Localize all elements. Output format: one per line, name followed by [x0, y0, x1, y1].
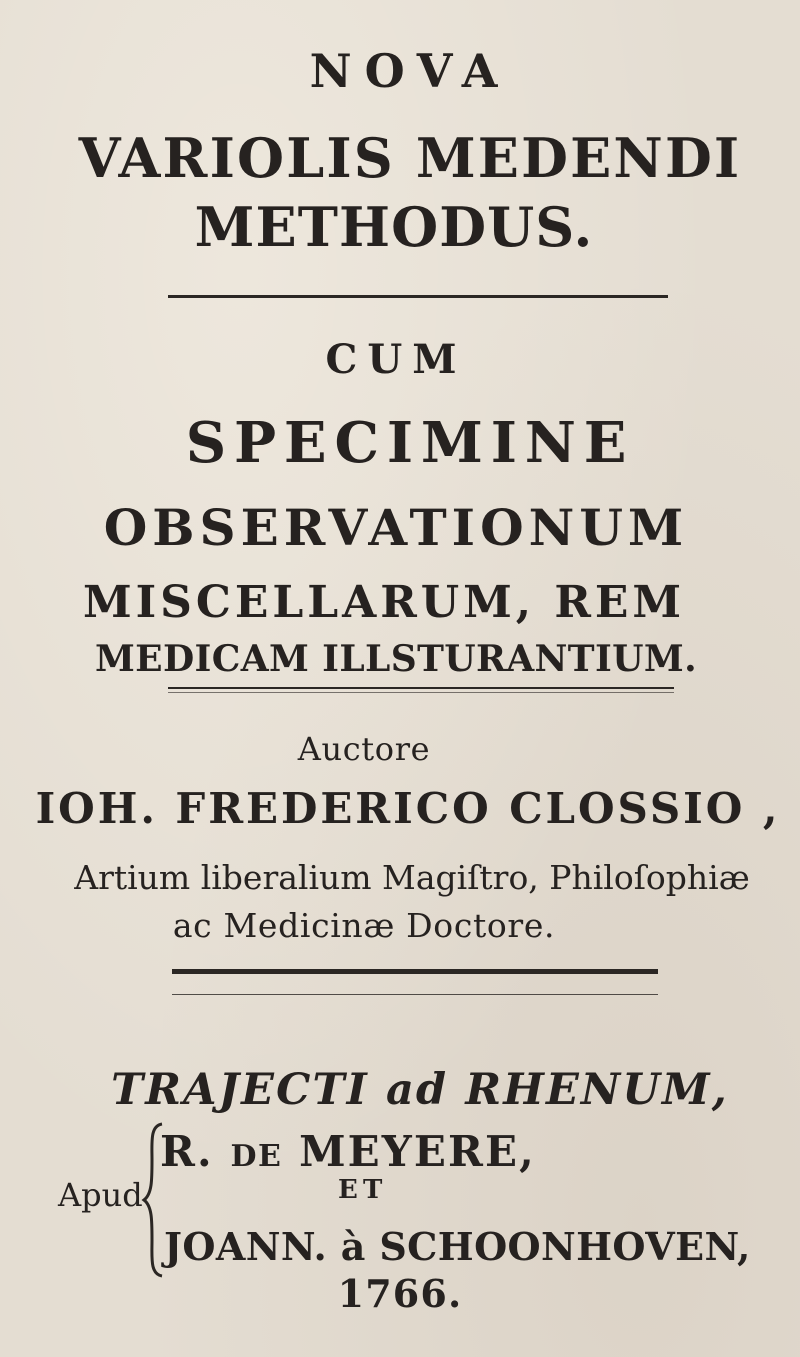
auctore-label: Auctore: [297, 730, 431, 768]
title-line-variolis: VARIOLIS MEDENDI: [78, 126, 742, 190]
subtitle-line-medicam: MEDICAM ILLSTURANTIUM.: [94, 638, 698, 680]
subtitle-line-specimine: SPECIMINE: [185, 410, 635, 476]
subtitle-line-miscellarum: MISCELLARUM, REM: [82, 577, 686, 628]
imprint-printer-2: JOANN. à SCHOONHOVEN,: [164, 1224, 751, 1269]
divider-rule-thin: [172, 994, 658, 995]
printer-name: MEYERE,: [299, 1127, 536, 1176]
divider-rule-thick: [172, 969, 658, 974]
imprint-printer-1: [160, 1127, 536, 1176]
divider-rule: [168, 692, 674, 693]
printer-initial: R.: [160, 1127, 214, 1176]
divider-rule: [168, 687, 674, 689]
author-credentials-line-2: ac Medicinæ Doctore.: [172, 906, 556, 945]
author-credentials-line-1: Artium liberalium Magiſtro, Philoſophiæ: [74, 858, 750, 897]
printer-de: DE: [230, 1139, 283, 1174]
title-line-methodus: METHODUS.: [194, 195, 594, 259]
imprint-apud: Apud: [58, 1176, 143, 1214]
subtitle-line-cum: CUM: [325, 336, 467, 383]
subtitle-line-observationum: OBSERVATIONUM: [103, 498, 689, 557]
title-line-nova: NOVA: [309, 44, 511, 98]
imprint-year: 1766.: [337, 1271, 463, 1316]
divider-rule: [168, 295, 668, 298]
imprint-place: TRAJECTI ad RHENUM,: [111, 1065, 729, 1115]
author-name: IOH. FREDERICO CLOSSIO ,: [35, 784, 781, 833]
imprint-et: ET: [338, 1175, 388, 1205]
